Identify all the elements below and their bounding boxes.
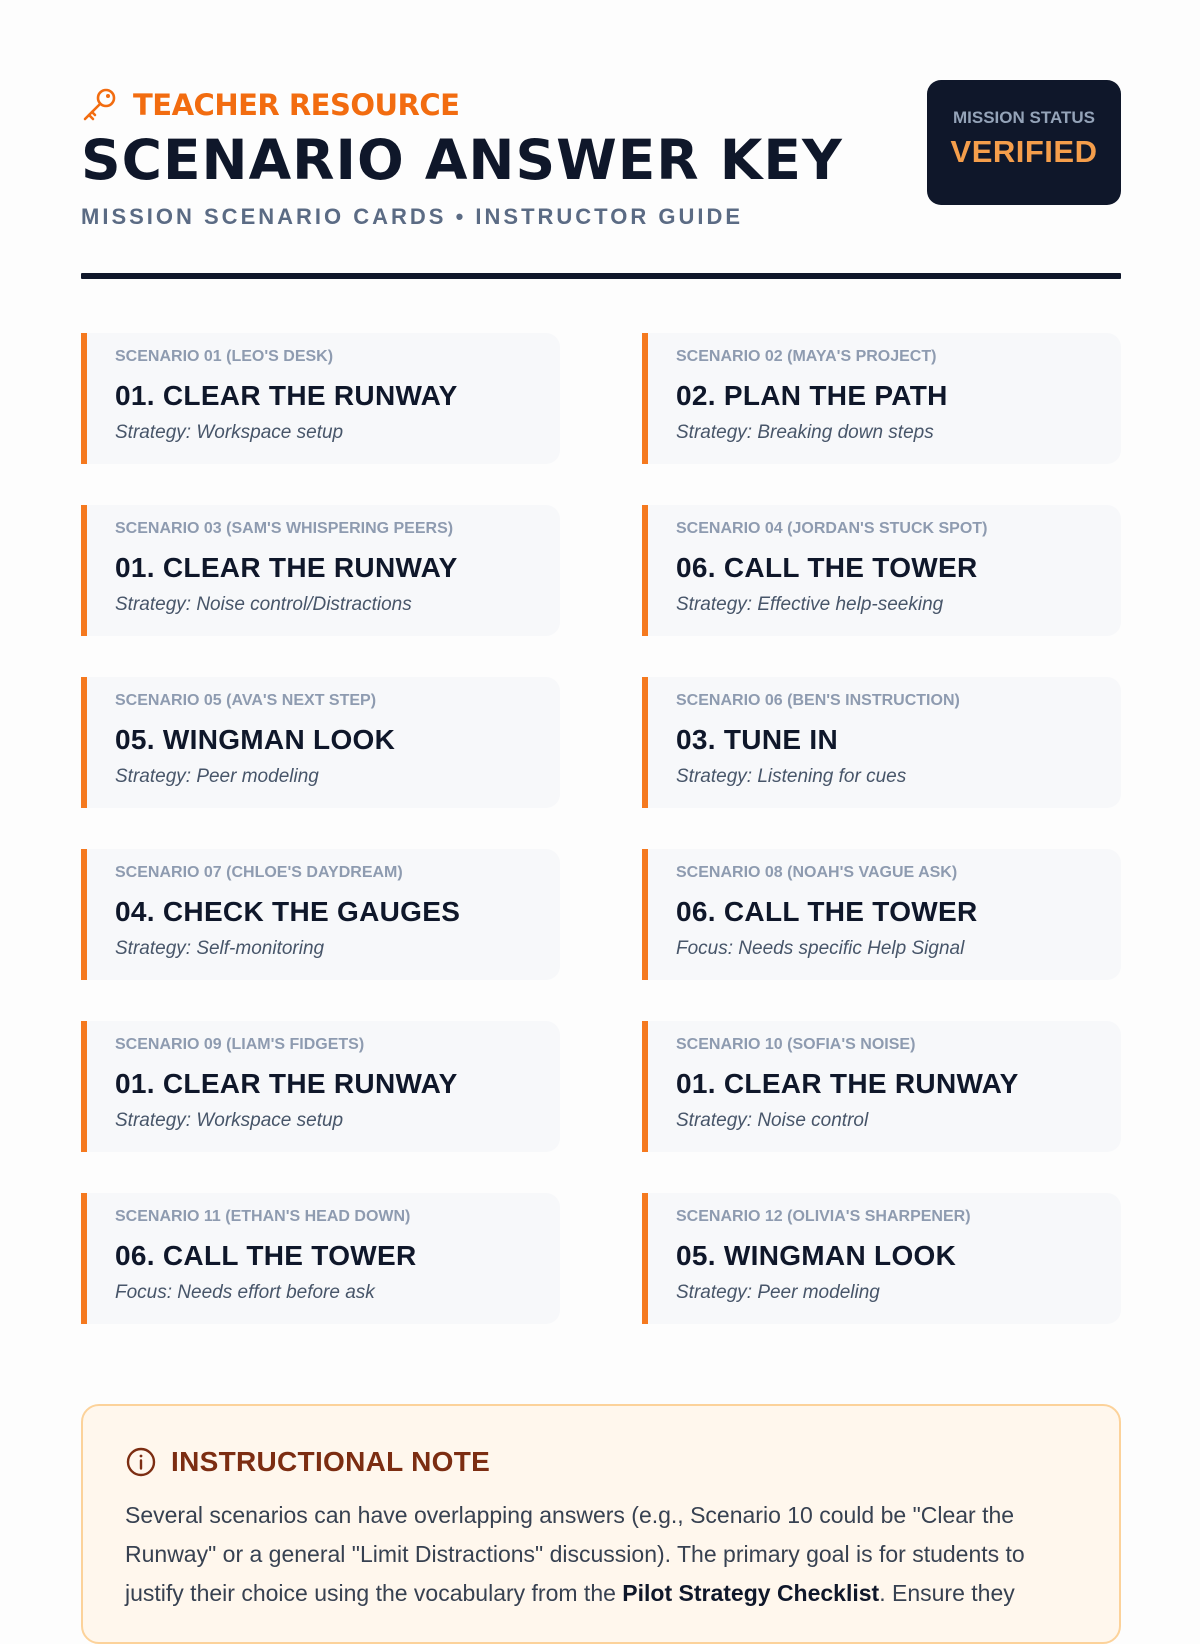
- scenario-card: [81, 849, 560, 980]
- scenario-strategy: Strategy: Workspace setup: [115, 422, 344, 443]
- scenario-answer: 03. TUNE IN: [676, 724, 839, 755]
- scenario-strategy: Strategy: Noise control/Distractions: [115, 594, 412, 615]
- scenario-strategy: Strategy: Breaking down steps: [676, 422, 934, 443]
- scenario-strategy: Strategy: Self-monitoring: [115, 938, 325, 959]
- note-title: INSTRUCTIONAL NOTE: [171, 1446, 491, 1477]
- scenario-label: SCENARIO 05 (AVA'S NEXT STEP): [115, 692, 377, 709]
- note-body-tail: . Ensure they: [879, 1580, 1015, 1606]
- scenario-strategy: Strategy: Listening for cues: [676, 766, 907, 787]
- scenario-card: [642, 505, 1121, 636]
- scenario-card: [81, 505, 560, 636]
- scenario-card: [81, 1193, 560, 1324]
- scenario-answer: 01. CLEAR THE RUNWAY: [115, 1068, 458, 1099]
- scenario-label: SCENARIO 10 (SOFIA'S NOISE): [676, 1036, 916, 1053]
- scenario-label: SCENARIO 12 (OLIVIA'S SHARPENER): [676, 1208, 971, 1225]
- scenario-answer: 02. PLAN THE PATH: [676, 380, 948, 411]
- scenario-strategy: Strategy: Peer modeling: [115, 766, 319, 787]
- eyebrow: [81, 86, 459, 124]
- checklist-reference: Pilot Strategy Checklist: [622, 1580, 880, 1606]
- scenario-label: SCENARIO 04 (JORDAN'S STUCK SPOT): [676, 520, 988, 537]
- scenario-answer: 01. CLEAR THE RUNWAY: [115, 552, 458, 583]
- scenario-strategy: Strategy: Effective help-seeking: [676, 594, 944, 615]
- scenario-answer: 01. CLEAR THE RUNWAY: [676, 1068, 1019, 1099]
- scenario-card: [642, 1021, 1121, 1152]
- mission-status-badge: [927, 80, 1121, 205]
- scenario-answer: 06. CALL THE TOWER: [676, 896, 978, 927]
- scenario-answer: 05. WINGMAN LOOK: [676, 1240, 957, 1271]
- page-title: SCENARIO ANSWER KEY: [81, 128, 843, 192]
- scenario-answer: 05. WINGMAN LOOK: [115, 724, 396, 755]
- scenario-card: [642, 1193, 1121, 1324]
- scenario-label: SCENARIO 06 (BEN'S INSTRUCTION): [676, 692, 960, 709]
- scenario-label: SCENARIO 11 (ETHAN'S HEAD DOWN): [115, 1208, 411, 1225]
- scenario-strategy: Focus: Needs effort before ask: [115, 1282, 375, 1303]
- scenario-label: SCENARIO 07 (CHLOE'S DAYDREAM): [115, 864, 403, 881]
- scenario-label: SCENARIO 03 (SAM'S WHISPERING PEERS): [115, 520, 454, 537]
- scenario-strategy: Strategy: Workspace setup: [115, 1110, 344, 1131]
- instructional-note: [81, 1404, 1121, 1644]
- scenario-strategy: Strategy: Noise control: [676, 1110, 869, 1131]
- page-header: [81, 80, 1121, 240]
- scenario-answer: 06. CALL THE TOWER: [115, 1240, 417, 1271]
- scenario-answer: 04. CHECK THE GAUGES: [115, 896, 461, 927]
- scenario-answer: 06. CALL THE TOWER: [676, 552, 978, 583]
- scenario-answer: 01. CLEAR THE RUNWAY: [115, 380, 458, 411]
- scenario-strategy: Focus: Needs specific Help Signal: [676, 938, 965, 959]
- eyebrow-label: TEACHER RESOURCE: [133, 88, 460, 122]
- scenario-label: SCENARIO 08 (NOAH'S VAGUE ASK): [676, 864, 958, 881]
- scenario-strategy: Strategy: Peer modeling: [676, 1282, 880, 1303]
- note-header: [125, 1446, 1077, 1478]
- page-subtitle: MISSION SCENARIO CARDS • INSTRUCTOR GUIDE: [81, 204, 743, 229]
- scenario-card: [642, 677, 1121, 808]
- scenario-label: SCENARIO 01 (LEO'S DESK): [115, 348, 334, 365]
- info-icon: [125, 1446, 157, 1478]
- status-label: MISSION STATUS: [953, 108, 1095, 127]
- note-body: [125, 1496, 1077, 1613]
- status-value: VERIFIED: [950, 134, 1098, 169]
- header-divider: [81, 273, 1121, 279]
- scenario-label: SCENARIO 02 (MAYA'S PROJECT): [676, 348, 937, 365]
- scenario-label: SCENARIO 09 (LIAM'S FIDGETS): [115, 1036, 365, 1053]
- scenario-card: [642, 333, 1121, 464]
- scenario-card: [81, 333, 560, 464]
- key-icon: [81, 86, 119, 124]
- scenario-grid: [81, 333, 1121, 1324]
- scenario-card: [642, 849, 1121, 980]
- note-body-text: Several scenarios can have overlapping answers (e.g., Scenario 10 could be "Clear the Runway" or a general "Limit Distractions" discussion). The primary goal is for students to justify their choice using the vocabulary from the: [125, 1502, 1025, 1606]
- scenario-card: [81, 677, 560, 808]
- scenario-card: [81, 1021, 560, 1152]
